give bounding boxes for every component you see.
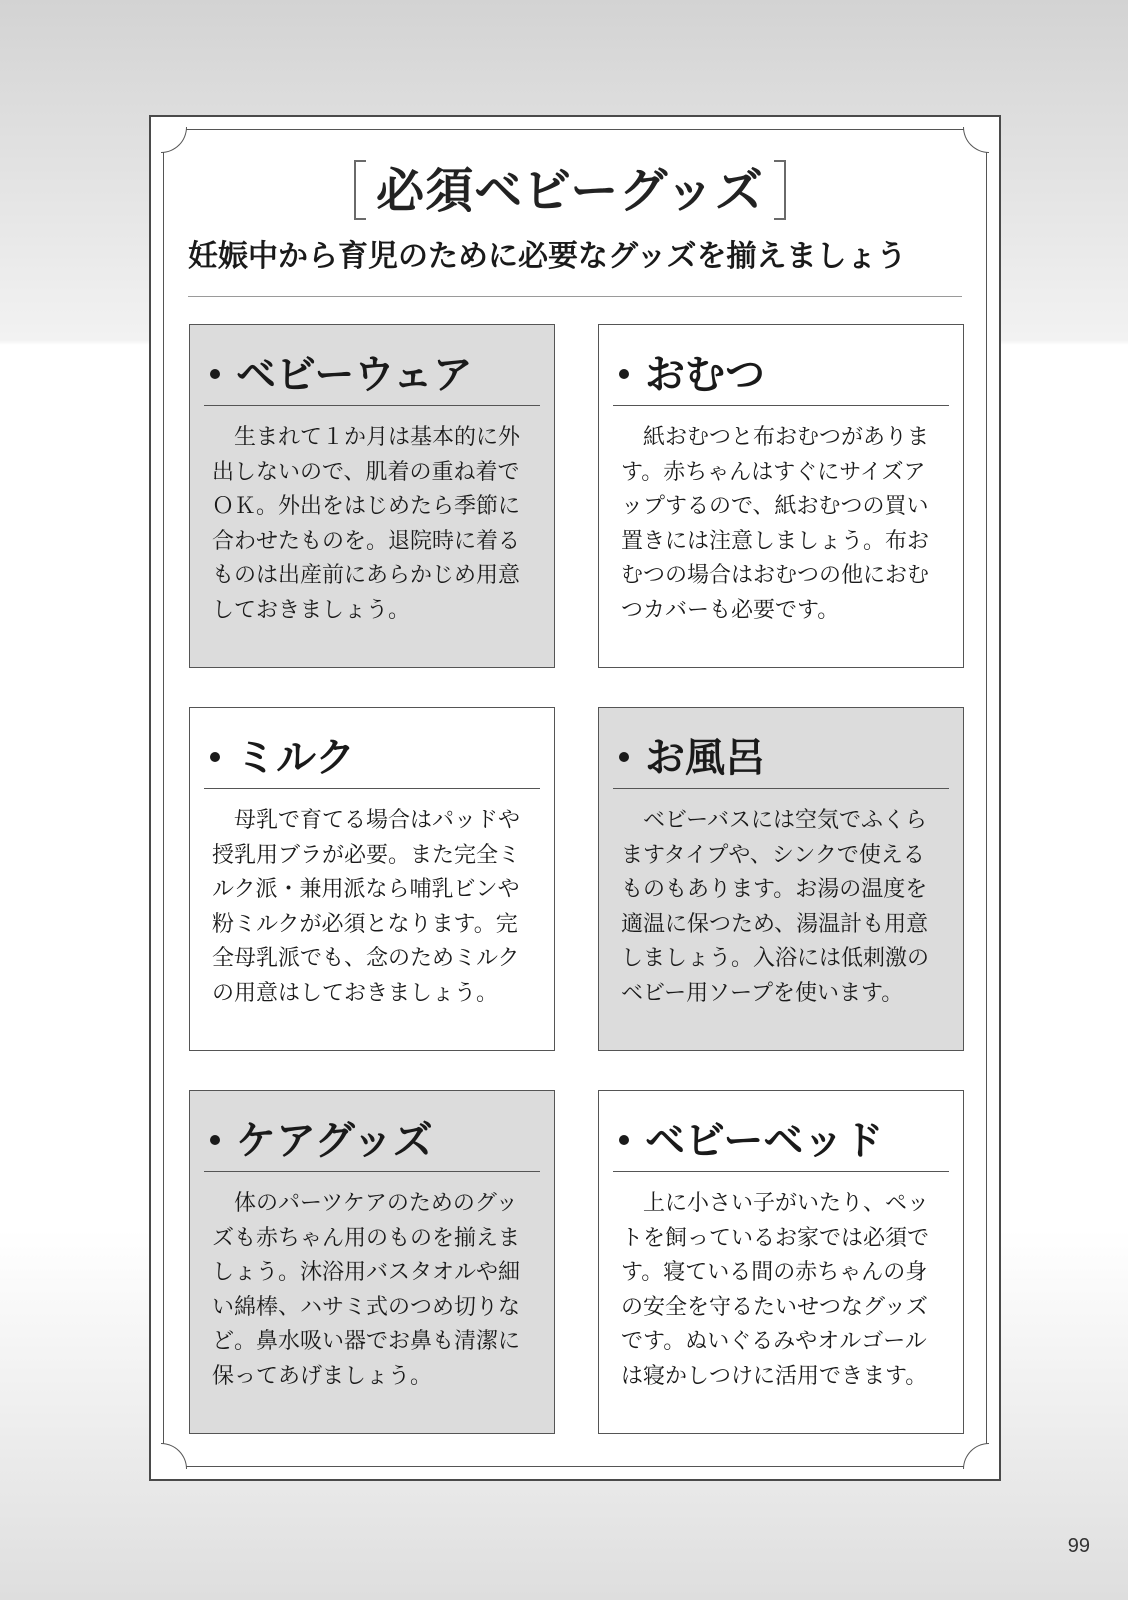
- card-milk: [189, 707, 555, 1051]
- subtitle-divider: [188, 296, 962, 297]
- card-care-goods: [189, 1090, 555, 1434]
- card-title: ケアグッズ: [236, 1117, 433, 1164]
- card-baby-wear: [189, 324, 555, 668]
- card-header: [204, 1103, 540, 1172]
- card-header: [613, 720, 949, 789]
- card-header: [613, 1103, 949, 1172]
- card-body: 母乳で育てる場合はパッドや授乳用ブラが必要。また完全ミルク派・兼用派なら哺乳ビンや粉ミルクが必須となります。完全母乳派でも、念のためミルクの用意はしておきましょう。: [212, 808, 521, 1006]
- card-header: [204, 337, 540, 406]
- card-title: おむつ: [645, 351, 765, 398]
- bullet-icon: [619, 369, 629, 379]
- bullet-icon: [210, 752, 220, 762]
- card-body: 上に小さい子がいたり、ペットを飼っているお家では必須です。寝ている間の赤ちゃんの身の安全を守るたいせつなグッズです。ぬいぐるみやオルゴールは寝かしつけに活用できます。: [621, 1191, 930, 1389]
- card-body: 体のパーツケアのためのグッズも赤ちゃん用のものを揃えましょう。沐浴用バスタオルや細い綿棒、ハサミ式のつめ切りなど。鼻水吸い器でお鼻も清潔に保ってあげましょう。: [212, 1191, 521, 1389]
- title-block: [340, 156, 800, 226]
- card-title: ベビーベッド: [645, 1117, 884, 1164]
- card-title: お風呂: [645, 734, 765, 781]
- page-title: 必須ベビーグッズ: [376, 163, 764, 219]
- page-subtitle: 妊娠中から育児のために必要なグッズを揃えましょう: [188, 239, 907, 274]
- card-body: ベビーバスには空気でふくらますタイプや、シンクで使えるものもあります。お湯の温度を適温に保つため、湯温計も用意しましょう。入浴には低刺激のベビー用ソープを使います。: [621, 808, 930, 1006]
- card-diapers: [598, 324, 964, 668]
- bullet-icon: [619, 752, 629, 762]
- card-body: 紙おむつと布おむつがあります。赤ちゃんはすぐにサイズアップするので、紙おむつの買い置きには注意しましょう。布おむつの場合はおむつの他におむつカバーも必要です。: [621, 425, 930, 623]
- page-number: 99: [1067, 1535, 1090, 1557]
- bullet-icon: [210, 1135, 220, 1145]
- title-bracket-right: [774, 160, 786, 220]
- card-bath: [598, 707, 964, 1051]
- card-baby-bed: [598, 1090, 964, 1434]
- bullet-icon: [619, 1135, 629, 1145]
- card-body: 生まれて１か月は基本的に外出しないので、肌着の重ね着でＯＫ。外出をはじめたら季節に合わせたものを。退院時に着るものは出産前にあらかじめ用意しておきましょう。: [212, 425, 521, 623]
- card-title: ミルク: [236, 734, 356, 781]
- card-header: [613, 337, 949, 406]
- card-title: ベビーウェア: [236, 351, 473, 398]
- title-bracket-left: [354, 160, 366, 220]
- bullet-icon: [210, 369, 220, 379]
- card-header: [204, 720, 540, 789]
